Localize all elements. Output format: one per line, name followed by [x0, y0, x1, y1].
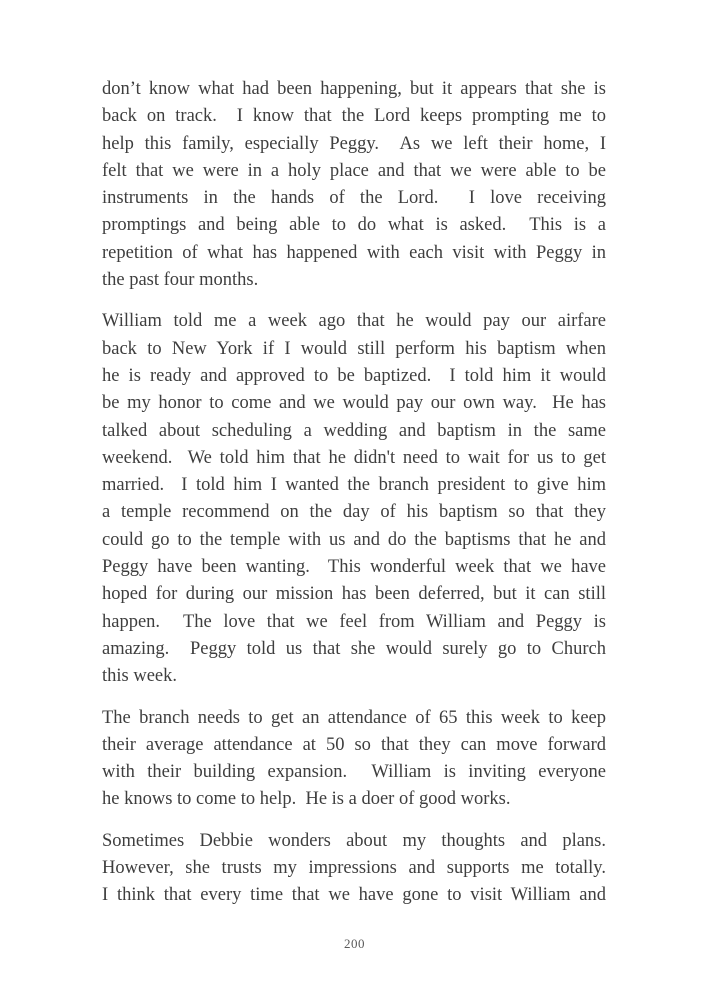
- text-line: Sometimes Debbie wonders about my thoughts and plans.: [102, 830, 606, 851]
- text-line: weekend. We told him that he didn't need to wait for us to get: [102, 447, 606, 468]
- text-line: he knows to come to help. He is a doer of good works.: [102, 789, 511, 810]
- text-line: talked about scheduling a wedding and baptism in the same: [102, 420, 606, 441]
- text-line: The branch needs to get an attendance of 65 this week to keep: [102, 707, 606, 728]
- text-line: instruments in the hands of the Lord. I love receiving: [102, 188, 606, 209]
- paragraph: [102, 828, 606, 910]
- text-line: felt that we were in a holy place and that we were able to be: [102, 160, 606, 181]
- paragraph: [102, 308, 606, 690]
- text-line: don’t know what had been happening, but it appears that she is: [102, 79, 606, 99]
- text-line: the past four months.: [102, 270, 259, 291]
- text-line: a temple recommend on the day of his baptism so that they: [102, 502, 606, 523]
- text-line: repetition of what has happened with each visit with Peggy in: [102, 242, 606, 263]
- text-line: help this family, especially Peggy. As we left their home, I: [102, 133, 606, 154]
- text-line: I think that every time that we have gone to visit William and: [102, 885, 606, 906]
- text-line: promptings and being able to do what is asked. This is a: [102, 215, 606, 236]
- text-line: Peggy have been wanting. This wonderful week that we have: [102, 557, 606, 578]
- paragraph: [102, 76, 606, 294]
- text-line: amazing. Peggy told us that she would surely go to Church: [102, 638, 606, 659]
- text-line: he is ready and approved to be baptized. I told him it would: [102, 365, 606, 386]
- paragraph: [102, 705, 606, 814]
- page-number: 200: [344, 936, 365, 951]
- text-line: be my honor to come and we would pay our own way. He has: [102, 393, 606, 414]
- text-line: with their building expansion. William is inviting everyone: [102, 762, 606, 783]
- text-line: happen. The love that we feel from William and Peggy is: [102, 611, 606, 632]
- text-line: William told me a week ago that he would pay our airfare: [102, 311, 606, 332]
- text-line: back to New York if I would still perform his baptism when: [102, 338, 606, 359]
- text-line: back on track. I know that the Lord keeps prompting me to: [102, 106, 606, 127]
- text-line: However, she trusts my impressions and supports me totally.: [102, 858, 606, 879]
- text-line: hoped for during our mission has been deferred, but it can still: [102, 584, 606, 605]
- page-text-block: [102, 76, 606, 924]
- text-line: this week.: [102, 666, 178, 687]
- text-line: their average attendance at 50 so that they can move forward: [102, 734, 606, 755]
- text-line: could go to the temple with us and do the baptisms that he and: [102, 529, 606, 550]
- text-line: married. I told him I wanted the branch president to give him: [102, 475, 606, 496]
